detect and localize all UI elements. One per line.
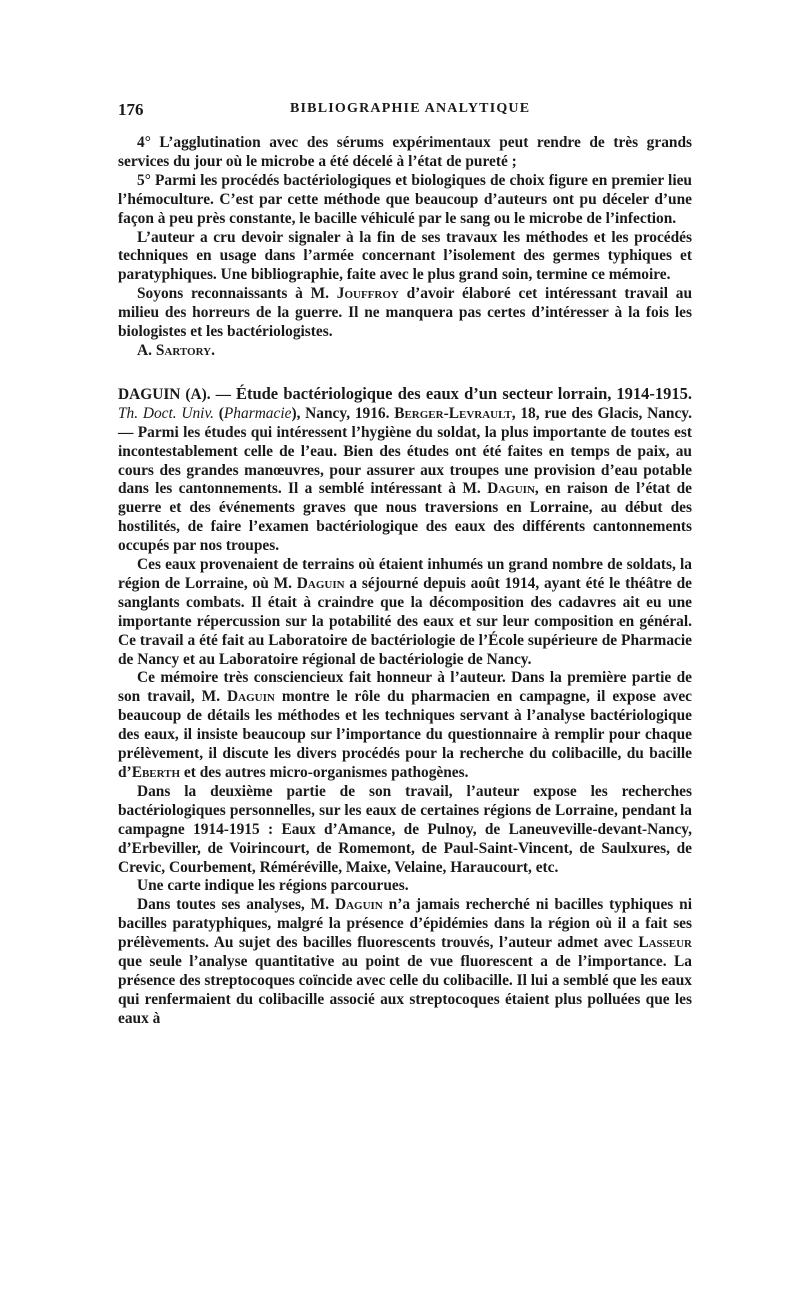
author-name: Daguin — [334, 896, 383, 914]
citation-title: Étude bactériologique des eaux d’un secteur lorrain, — [235, 383, 612, 403]
paragraph: Une carte indique les régions parcourues. — [137, 877, 409, 895]
review-daguin — [118, 385, 692, 1029]
paragraph: Ces eaux provenaient de terrains où étaient inhumés un grand nombre de soldats, la région de Lorraine, où M. Daguin a séjourné depuis août 1914, ayant été le théâtre de sanglants combats. Il était à craindre que la décomposition des cadavres ait eu une importante répercussion sur la potabilité des eaux et sur leur composition en général. Ce travail a été fait au Laboratoire de bactériologie de l’École supérieure de Pharmacie de Nancy et au Laboratoire régional de bactériologie de Nancy. — [118, 556, 692, 668]
scientist-name: Lasseur — [638, 934, 692, 952]
signature: A. Sartory. — [137, 341, 215, 359]
page — [118, 100, 692, 1029]
author-name: Daguin — [487, 480, 535, 498]
paragraph: Dans toutes ses analyses, M. Daguin n’a jamais recherché ni bacilles typhiques ni bacilles paratyphiques, malgré la présence d’épidémies dans la région où il a fait ses prélèvements. Au sujet des bacilles fluorescents trouvés, l’auteur admet avec Lasseur que seule l’analyse quantitative au point de vue fluorescent a de l’importance. La présence des streptocoques coïncide avec celle du colibacille. Il lui a semblé que les eaux qui renfermaient du colibacille associé aux streptocoques étaient plus polluées que les eaux à — [118, 896, 693, 1027]
citation-publisher: Berger-Levrault — [394, 404, 512, 422]
citation-years: 1914-1915. — [616, 383, 692, 403]
scientist-name: Eberth — [131, 764, 181, 781]
author-name: Jouffroy — [336, 285, 399, 303]
paragraph: 4° L’agglutination avec des sérums expérimentaux peut rendre de très grands services du jour où le microbe a été décelé à l’état de pureté ; — [118, 134, 692, 170]
paragraph: Ce mémoire très consciencieux fait honneur à l’auteur. Dans la première partie de son travail, M. Daguin montre le rôle du pharmacien en campagne, il expose avec beaucoup de détails les méthodes et les techniques servant à l’analyse bactériologique des eaux, il insiste beaucoup sur l’importance du questionnaire à remplir pour chaque prélèvement, il discute les divers procédés pour la recherche du colibacille, du bacille d’Eberth et des autres micro-organismes pathogènes. — [118, 669, 692, 781]
review-sartory — [118, 134, 692, 361]
author-name: Daguin — [296, 574, 345, 592]
citation-author: DAGUIN (A). — [118, 385, 211, 403]
paragraph-thanks: Soyons reconnaissants à M. Jouffroy d’avoir élaboré cet intéressant travail au milieu des horreurs de la guerre. Il ne manquera pas certes d’intéresser à la fois les biologistes et les bactériologistes. — [118, 285, 693, 341]
page-number: 176 — [118, 100, 144, 119]
paragraph: Dans la deuxième partie de son travail, l’auteur expose les recherches bactériologiques personnelles, sur les eaux de certaines régions de Lorraine, pendant la campagne 1914-1915 : Eaux d’Amance, de Pulnoy, de Laneuveville-devant-Nancy, d’Erbeviller, de Voirincourt, de Romemont, de Paul-Saint-Vincent, de Saulxures, de Crevic, Courbement, Réméréville, Maixe, Velaine, Haraucourt, etc. — [118, 782, 692, 876]
citation-thesis: Th. Doct. Univ. — [118, 404, 214, 422]
running-head: BIBLIOGRAPHIE ANALYTIQUE — [290, 101, 531, 116]
citation-faculty: Pharmacie — [223, 404, 292, 422]
author-name: Daguin — [227, 688, 275, 706]
citation-paragraph: DAGUIN (A). — Étude bactériologique des eaux d’un secteur lorrain, 1914-1915. Th. Doct. Univ. (Pharmacie), Nancy, 1916. Berger-Levrault, 18, rue des Glacis, Nancy. — Parmi les études qui intéressent l’hygiène du soldat, la plus importante de toutes est incontestablement celle de l’eau. Bien des études ont été faites en temps de paix, au cours des grandes manœuvres, pour assurer aux troupes une provision d’eau potable dans les cantonnements. Il a semblé intéressant à M. Daguin, en raison de l’état de guerre et des événements graves que nous traversions en Lorraine, au début des hostilités, de faire l’examen bactériologique des eaux des différents cantonnements occupés par nos troupes. — [118, 383, 693, 555]
paragraph: 5° Parmi les procédés bactériologiques et biologiques de choix figure en premier lieu l’hémoculture. C’est par cette méthode que beaucoup d’auteurs ont pu déceler d’une façon à peu près constante, le bacille véhiculé par le sang ou le microbe de l’infection. — [118, 171, 692, 227]
page-header — [118, 100, 692, 122]
paragraph: L’auteur a cru devoir signaler à la fin de ses travaux les méthodes et les procédés techniques en usage dans l’armée concernant l’isolement des germes typhiques et paratyphiques. Une bibliographie, faite avec le plus grand soin, termine ce mémoire. — [118, 228, 692, 284]
